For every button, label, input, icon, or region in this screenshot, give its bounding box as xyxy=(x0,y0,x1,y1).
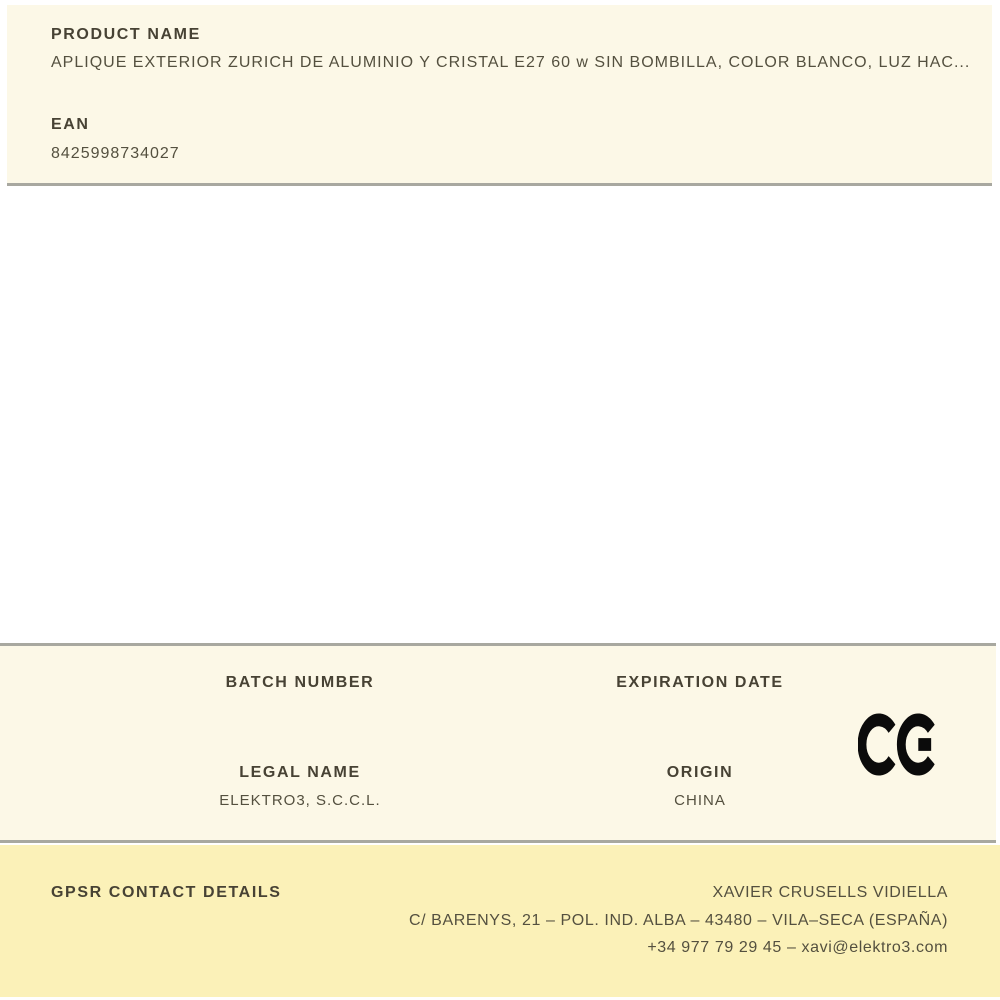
product-section xyxy=(7,5,992,186)
origin-label: ORIGIN xyxy=(666,764,734,781)
batch-number-field xyxy=(100,673,500,701)
ean-label: EAN xyxy=(51,116,90,133)
contact-address: C/ BARENYS, 21 – POL. IND. ALBA – 43480 – VILA–SECA (ESPAÑA) xyxy=(408,911,948,929)
traceability-section xyxy=(0,643,996,843)
gpsr-contact-block xyxy=(409,879,948,962)
origin-field xyxy=(500,763,900,811)
legal-name-field xyxy=(100,763,500,811)
product-name-value: APLIQUE EXTERIOR ZURICH DE ALUMINIO Y CRISTAL E27 60 w SIN BOMBILLA, COLOR BLANCO, LUZ HAC... xyxy=(51,54,971,71)
legal-name-value: ELEKTRO3, S.C.C.L. xyxy=(219,792,381,809)
ce-mark-icon xyxy=(858,713,942,776)
contact-person-name: XAVIER CRUSELLS VIDIELLA xyxy=(712,884,948,901)
ean-value: 8425998734027 xyxy=(51,145,180,162)
expiration-date-field xyxy=(500,673,900,701)
contact-phone-email: +34 977 79 29 45 – xavi@elektro3.com xyxy=(647,939,948,956)
legal-name-label: LEGAL NAME xyxy=(239,764,361,781)
gpsr-contact-section xyxy=(0,845,1000,997)
batch-number-label: BATCH NUMBER xyxy=(225,674,375,691)
gpsr-contact-label: GPSR CONTACT DETAILS xyxy=(51,884,282,901)
origin-value: CHINA xyxy=(674,792,726,809)
product-name-label: PRODUCT NAME xyxy=(51,26,201,43)
expiration-date-label: EXPIRATION DATE xyxy=(616,674,784,691)
